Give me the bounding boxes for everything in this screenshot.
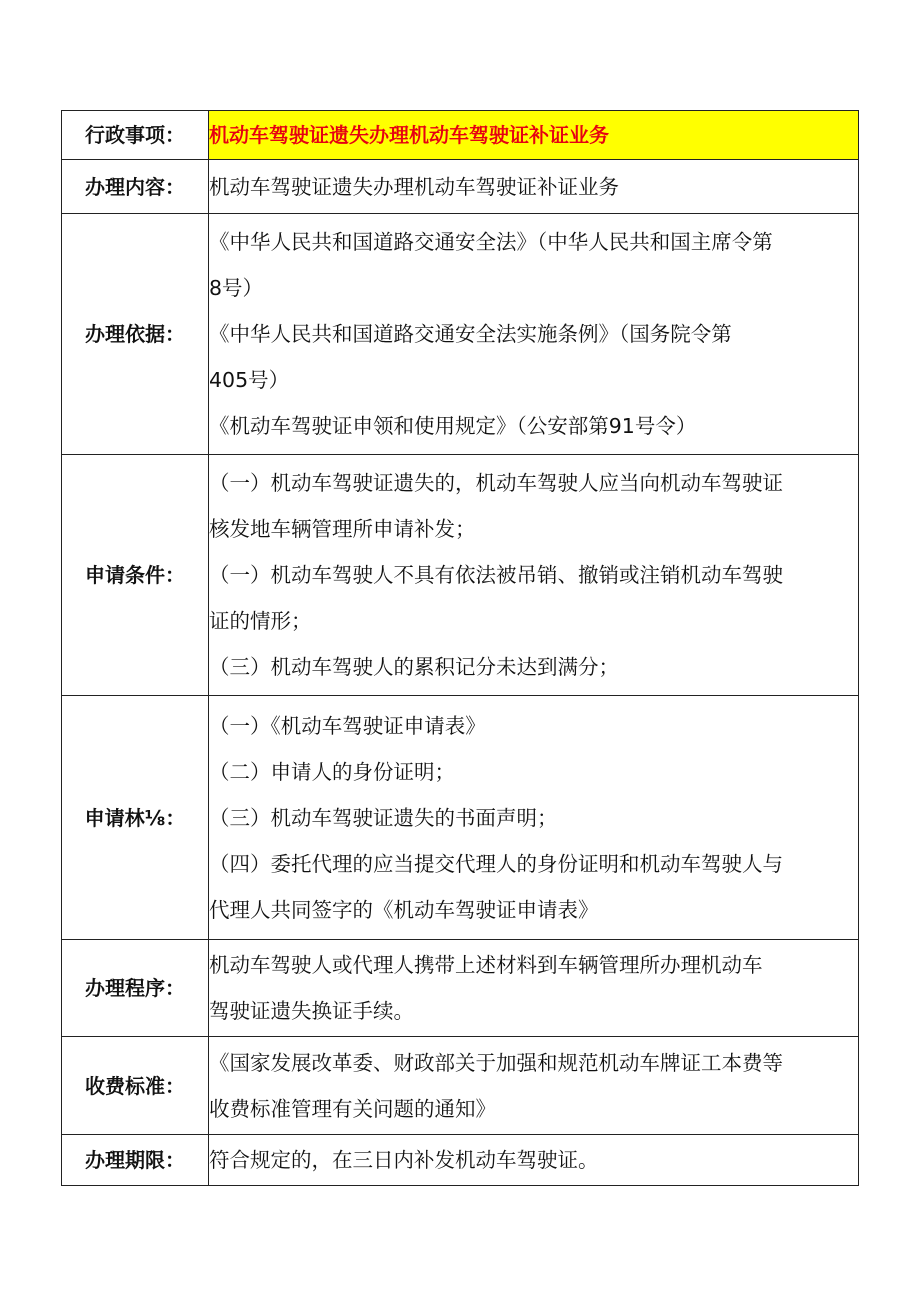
- basis-line: 《中华人民共和国道路交通安全法》（中华人民共和国主席令第: [209, 230, 773, 254]
- row-service-content: [62, 160, 859, 214]
- row-administrative-item: [62, 111, 859, 160]
- condition-line: 核发地车辆管理所申请补发；: [209, 517, 476, 541]
- material-line: 代理人共同签字的《机动车驾驶证申请表》: [209, 897, 599, 922]
- label-processing-period: 办理期限：: [62, 1135, 209, 1186]
- value-administrative-item: [209, 111, 859, 160]
- content-line: 机动车驾驶证遗失办理机动车驾驶证补证业务: [209, 174, 619, 199]
- label-application-conditions: 申请条件：: [62, 455, 209, 696]
- condition-line: 证的情形；: [209, 609, 312, 633]
- procedure-line: 驾驶证遗失换证手续。: [209, 999, 414, 1023]
- value-fee-standard: [209, 1037, 859, 1135]
- basis-line: 《中华人民共和国道路交通安全法实施条例》（国务院令第: [209, 322, 732, 346]
- value-procedure: [209, 940, 859, 1037]
- basis-line: 《机动车驾驶证申领和使用规定》（公安部第91号令）: [209, 414, 697, 438]
- material-line: （四）委托代理的应当提交代理人的身份证明和机动车驾驶人与: [209, 851, 783, 876]
- condition-line: （一）机动车驾驶人不具有依法被吊销、撤销或注销机动车驾驶: [209, 563, 783, 587]
- label-application-materials: 申请林⅛：: [62, 696, 209, 940]
- fee-line: 《国家发展改革委、财政部关于加强和规范机动车牌证工本费等: [209, 1050, 783, 1075]
- label-service-content: 办理内容：: [62, 160, 209, 214]
- label-legal-basis: 办理依据：: [62, 214, 209, 455]
- material-line: （一）《机动车驾驶证申请表》: [209, 713, 486, 738]
- period-line: 符合规定的，在三日内补发机动车驾驶证。: [209, 1148, 599, 1172]
- row-application-conditions: [62, 455, 859, 696]
- label-administrative-item: 行政事项：: [62, 111, 209, 160]
- label-procedure: 办理程序：: [62, 940, 209, 1037]
- highlighted-title: 机动车驾驶证遗失办理机动车驾驶证补证业务: [209, 123, 609, 147]
- value-legal-basis: [209, 214, 859, 455]
- row-fee-standard: [62, 1037, 859, 1135]
- material-line: （二）申请人的身份证明；: [209, 759, 455, 784]
- service-info-table: [61, 110, 859, 1186]
- row-legal-basis: [62, 214, 859, 455]
- value-application-conditions: [209, 455, 859, 696]
- material-line: （三）机动车驾驶证遗失的书面声明；: [209, 805, 558, 830]
- value-processing-period: [209, 1135, 859, 1186]
- basis-line: 405号）: [209, 368, 290, 392]
- row-processing-period: [62, 1135, 859, 1186]
- basis-line: 8号）: [209, 276, 264, 300]
- row-application-materials: [62, 696, 859, 940]
- value-service-content: [209, 160, 859, 214]
- condition-line: （一）机动车驾驶证遗失的，机动车驾驶人应当向机动车驾驶证: [209, 471, 783, 495]
- value-application-materials: [209, 696, 859, 940]
- procedure-line: 机动车驾驶人或代理人携带上述材料到车辆管理所办理机动车: [209, 953, 763, 977]
- row-procedure: [62, 940, 859, 1037]
- fee-line: 收费标准管理有关问题的通知》: [209, 1096, 496, 1121]
- condition-line: （三）机动车驾驶人的累积记分未达到满分；: [209, 655, 619, 679]
- label-fee-standard: 收费标准：: [62, 1037, 209, 1135]
